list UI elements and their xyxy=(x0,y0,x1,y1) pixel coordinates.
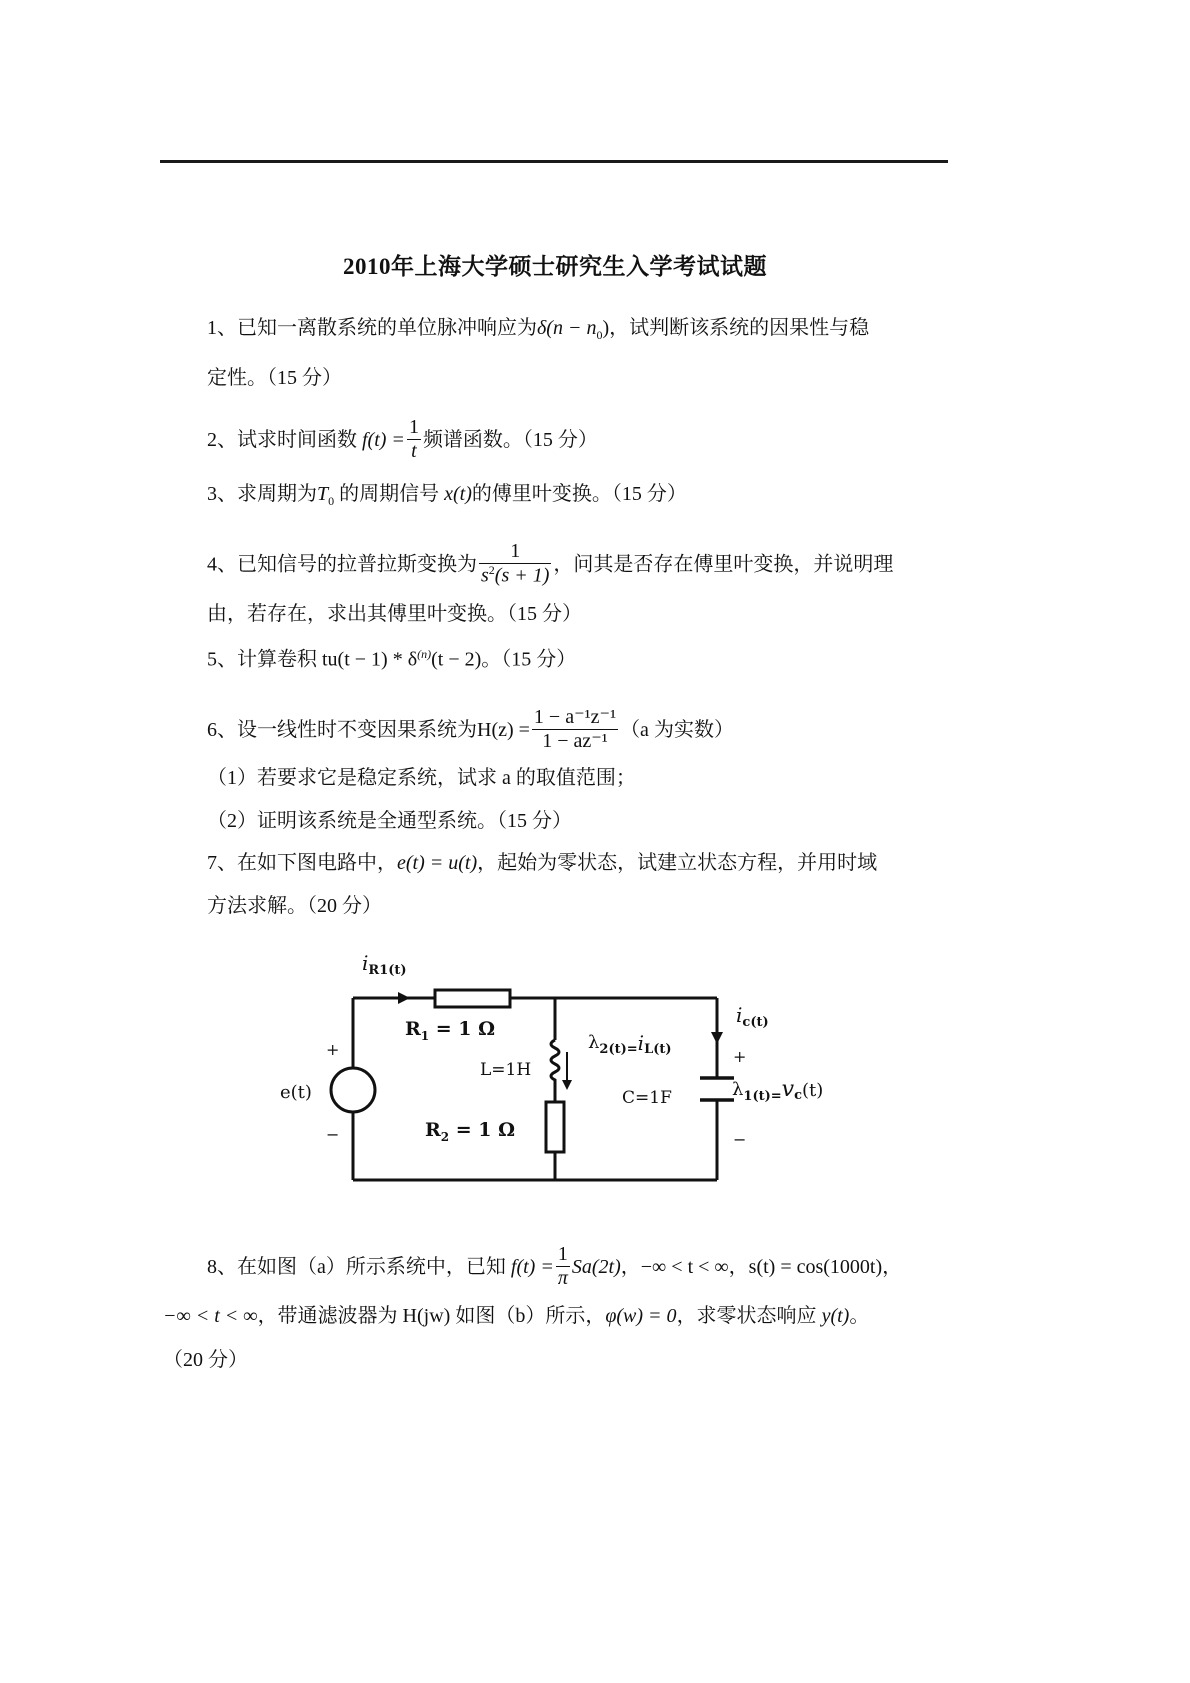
voltage-source xyxy=(331,1068,375,1112)
inductor-coil xyxy=(551,1040,559,1085)
question-7-line-1: 7、在如下图电路中，e(t) = u(t)，起始为零状态，试建立状态方程，并用时域 xyxy=(207,852,878,874)
question-6-part-2: （2）证明该系统是全通型系统。（15 分） xyxy=(207,810,572,832)
circuit-diagram xyxy=(270,940,890,1200)
question-4-line-2: 由，若存在，求出其傅里叶变换。（15 分） xyxy=(207,603,582,625)
q6-fraction: $\frac{\text{1 − a⁻¹z⁻¹}}{\text{1 − az⁻¹}}$ xyxy=(533,706,617,752)
label-source: e(t) xyxy=(280,1082,312,1103)
question-3: 3、求周期为$T_0$ 的周期信号 x(t)的傅里叶变换。（15 分） xyxy=(207,483,687,508)
label-ir1: $i_{R1(t)}$ xyxy=(362,951,407,978)
source-plus: + xyxy=(326,1040,340,1059)
question-4-line-1: 4、已知信号的拉普拉斯变换为 $\frac{1}{s^2(s + 1)}$ ，问其是否存在傅里叶变换，并说明理 xyxy=(207,540,894,587)
question-2: 2、试求时间函数 f(t) = $\frac{1}{t}$ 频谱函数。（15 分） xyxy=(207,416,598,462)
question-7-line-2: 方法求解。（20 分） xyxy=(207,895,382,917)
header-rule xyxy=(160,160,948,163)
il-arrow-icon xyxy=(562,1080,572,1090)
label-lambda1: $\lambda_{1(t)=}vc(t)$ xyxy=(732,1077,824,1104)
ic-arrow-icon xyxy=(711,1032,723,1044)
label-lambda2: $\lambda_{2(t)=}iL(t)$ xyxy=(588,1031,672,1057)
resistor-r1 xyxy=(435,990,510,1007)
resistor-r2 xyxy=(546,1102,564,1152)
cap-minus: − xyxy=(733,1130,747,1149)
exam-title: 2010年上海大学硕士研究生入学考试试题 xyxy=(343,254,767,279)
q8-fraction: $\frac{1}{\pi}$ xyxy=(557,1243,568,1289)
source-minus: − xyxy=(326,1125,340,1144)
q2-fraction: $\frac{1}{t}$ xyxy=(408,416,419,462)
label-inductor: L=1H xyxy=(480,1060,532,1080)
question-8-line-2: −∞ < t < ∞，带通滤波器为 H(jw) 如图（b）所示，φ(w) = 0，求零状态响应 y(t)。 xyxy=(163,1305,870,1327)
q4-fraction: $\frac{1}{s^2(s + 1)}$ xyxy=(481,540,550,587)
question-5: 5、计算卷积 $tu(t - 1) * \delta^{(n)}(t - 2)$。（15 分） xyxy=(207,647,577,671)
label-r2: $R_2 = 1$ Ω xyxy=(425,1119,516,1144)
label-r1: $R_1 = 1$ Ω xyxy=(405,1018,496,1043)
question-8-line-1: 8、在如图（a）所示系统中，已知 f(t) = $\frac{1}{\pi}$ Sa(2t)，−∞ < t < ∞，s(t) = cos(1000t)， xyxy=(207,1243,903,1289)
question-6-part-1: （1）若要求它是稳定系统，试求 a 的取值范围； xyxy=(207,767,636,789)
question-1-line-1: 1、已知一离散系统的单位脉冲响应为$\delta(n - n_0)$，试判断该系统的因果性与稳 xyxy=(207,317,870,342)
question-1-line-2: 定性。（15 分） xyxy=(207,367,342,389)
cap-plus: + xyxy=(733,1047,747,1066)
question-8-line-3: （20 分） xyxy=(163,1349,248,1371)
label-capacitor: C=1F xyxy=(622,1088,672,1108)
q1-formula: $\delta(n - n_0)$ xyxy=(537,317,610,342)
ir1-arrow-icon xyxy=(398,992,410,1004)
question-6: 6、设一线性时不变因果系统为H(z) = $\frac{\text{1 − a⁻¹z⁻¹}}{\text{1 − az⁻¹}}$ （a 为实数） xyxy=(207,706,734,752)
label-ic: $i_{c(t)}$ xyxy=(736,1003,769,1030)
